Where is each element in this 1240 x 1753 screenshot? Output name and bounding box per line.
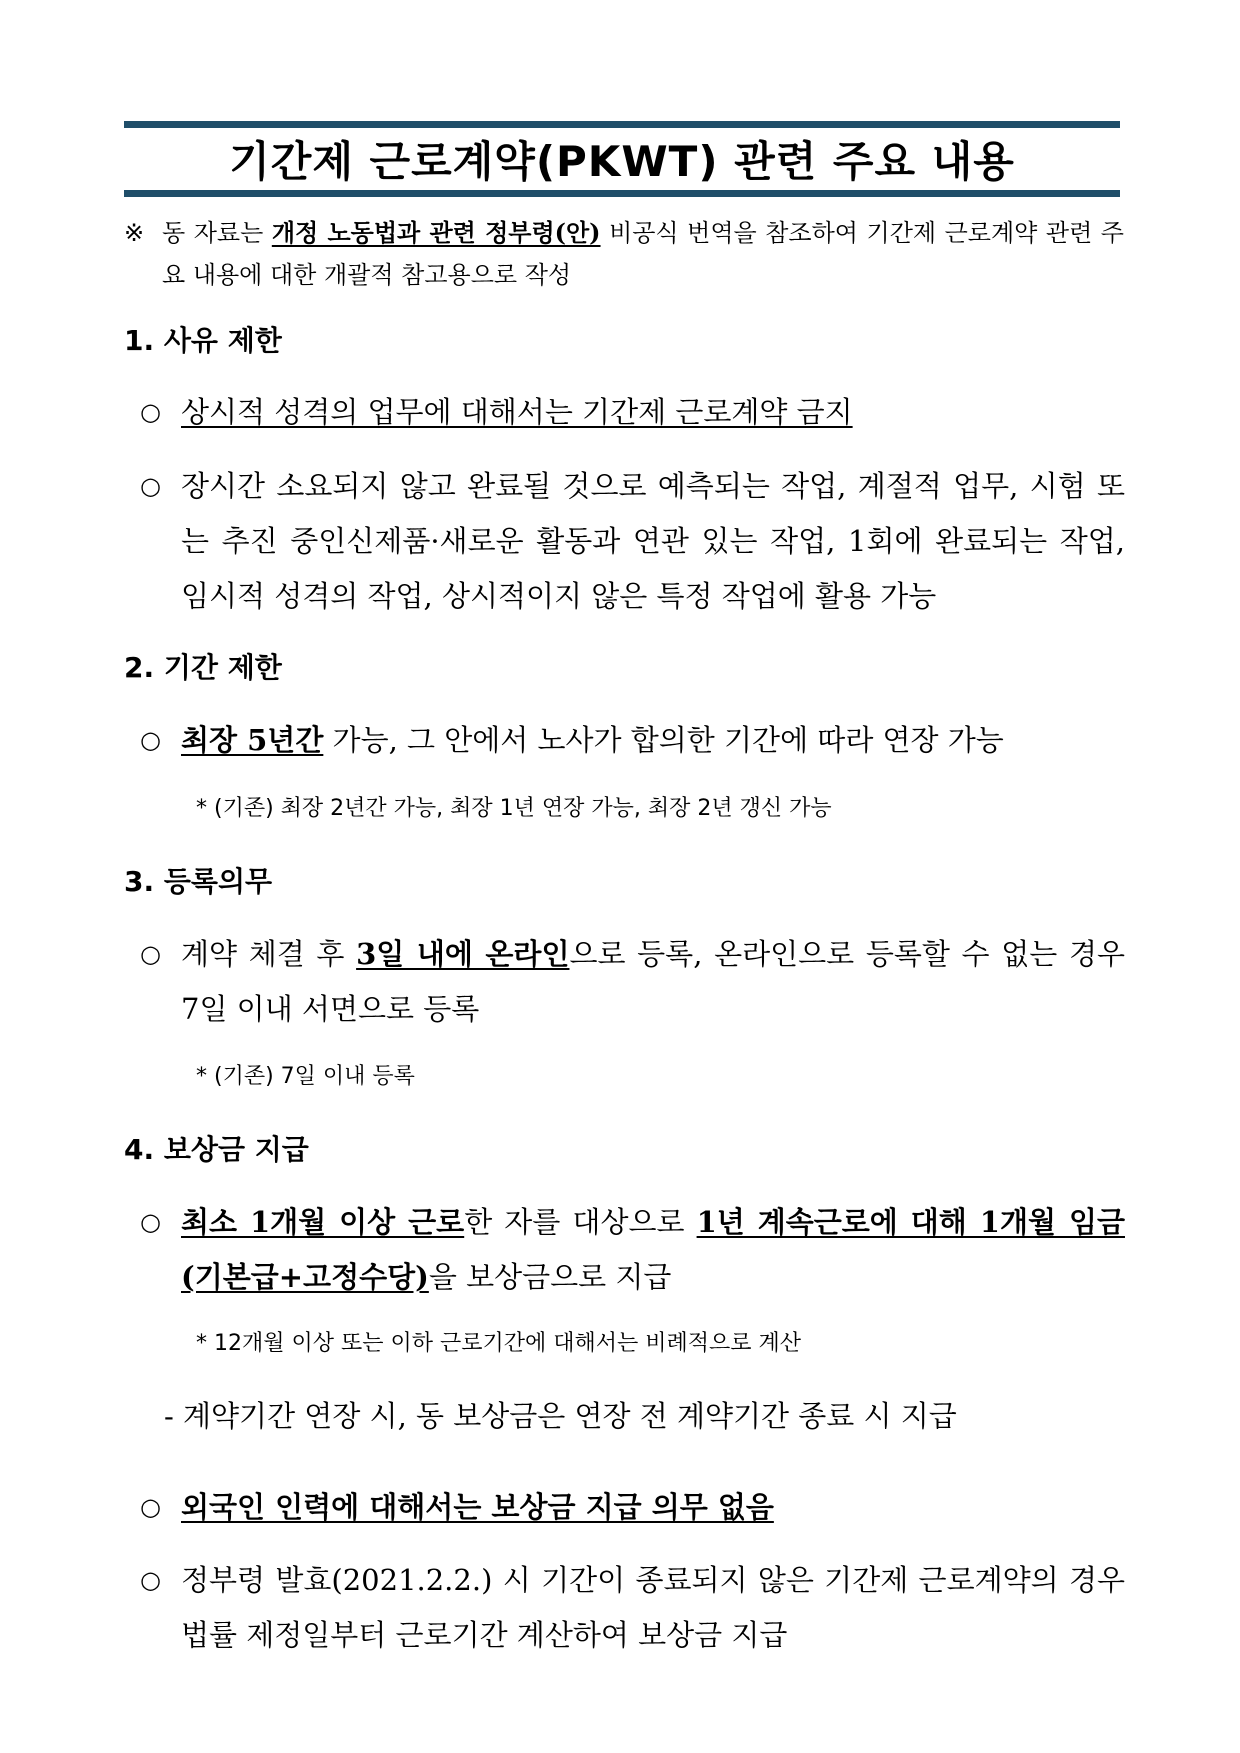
section-4-bullet-1-mid: 한 자를 대상으로 [464, 1205, 697, 1239]
bullet-mark: ○ [140, 726, 161, 754]
section-2-bullet-1-emph: 최장 5년간 [181, 723, 324, 757]
section-2-note-text: (기존) 최장 2년간 가능, 최장 1년 연장 가능, 최장 2년 갱신 가능 [214, 796, 832, 821]
section-4-dash-text: 계약기간 연장 시, 동 보상금은 연장 전 계약기간 종료 시 지급 [183, 1399, 957, 1433]
section-1-bullet-1 [140, 385, 1125, 440]
star-mark: * [196, 796, 207, 821]
bullet-mark: ○ [140, 1566, 161, 1594]
bullet-mark: ○ [140, 940, 161, 968]
bullet-mark: ○ [140, 1208, 161, 1236]
section-2-bullet-1-text: 가능, 그 안에서 노사가 합의한 기간에 따라 연장 가능 [323, 723, 1004, 757]
section-4-note-text: 12개월 이상 또는 이하 근로기간에 대해서는 비례적으로 계산 [214, 1331, 801, 1356]
section-4-bullet-1-text: 을 보상금으로 지급 [428, 1260, 672, 1294]
section-3-bullet-1-text: 으로 등록, 온라인으로 등록할 수 없는 경우 7일 이내 서면으로 등록 [181, 937, 1125, 1026]
section-2-note [196, 794, 1096, 824]
reference-note [124, 212, 1124, 296]
section-3-bullet-1 [140, 927, 1125, 1037]
section-3-note [196, 1062, 1096, 1092]
star-mark: * [196, 1064, 207, 1089]
section-4-bullet-1-emph-2: 1년 계속근로에 대해 1개월 임금(기본급+고정수당) [181, 1205, 1125, 1294]
bullet-mark: ○ [140, 472, 161, 500]
note-mark: ※ [124, 219, 145, 247]
section-1-bullet-2-text: 장시간 소요되지 않고 완료될 것으로 예측되는 작업, 계절적 업무, 시험 또는 추진 중인신제품·새로운 활동과 연관 있는 작업, 1회에 완료되는 작업, 임시적 성격의 작업, 상시적이지 않은 특정 작업에 활용 가능 [181, 469, 1125, 613]
section-4-bullet-2-text: 외국인 인력에 대해서는 보상금 지급 의무 없음 [181, 1490, 774, 1524]
section-4-bullet-1-emph-1: 최소 1개월 이상 근로 [181, 1205, 465, 1239]
page-title: 기간제 근로계약(PKWT) 관련 주요 내용 [229, 137, 1015, 186]
title-bottom-rule [124, 190, 1120, 197]
section-3-note-text: (기존) 7일 이내 등록 [214, 1064, 415, 1089]
section-3-heading: 3. 등록의무 [124, 865, 273, 898]
section-1-bullet-1-text: 상시적 성격의 업무에 대해서는 기간제 근로계약 금지 [181, 395, 853, 429]
title-top-rule [124, 121, 1120, 128]
section-4-bullet-3-text: 정부령 발효(2021.2.2.) 시 기간이 종료되지 않은 기간제 근로계약의 경우 법률 제정일부터 근로기간 계산하여 보상금 지급 [181, 1563, 1125, 1652]
section-3-bullet-1-emph: 3일 내에 온라인 [356, 937, 570, 971]
section-4-bullet-1 [140, 1195, 1125, 1305]
section-4-heading: 4. 보상금 지급 [124, 1133, 309, 1166]
section-4-dash-item [164, 1389, 1124, 1444]
section-4-note [196, 1329, 1096, 1359]
section-1-bullet-2 [140, 459, 1125, 624]
section-2-heading: 2. 기간 제한 [124, 651, 282, 684]
note-text-pre: 동 자료는 [162, 219, 272, 247]
bullet-mark: ○ [140, 398, 161, 426]
star-mark: * [196, 1331, 207, 1356]
dash-mark: - [164, 1399, 174, 1433]
note-text [162, 212, 1124, 296]
bullet-mark: ○ [140, 1493, 161, 1521]
section-3-bullet-1-pre: 계약 체결 후 [181, 937, 357, 971]
note-text-post: 비공식 번역을 참조하여 기간제 근로계약 관련 주요 내용에 대한 개괄적 참고용으로 작성 [162, 219, 1124, 289]
section-1-heading: 1. 사유 제한 [124, 324, 282, 357]
note-text-emph: 개정 노동법과 관련 정부령(안) [271, 218, 601, 247]
section-2-bullet-1 [140, 713, 1125, 768]
section-4-bullet-2 [140, 1480, 1125, 1535]
section-4-bullet-3 [140, 1553, 1125, 1663]
